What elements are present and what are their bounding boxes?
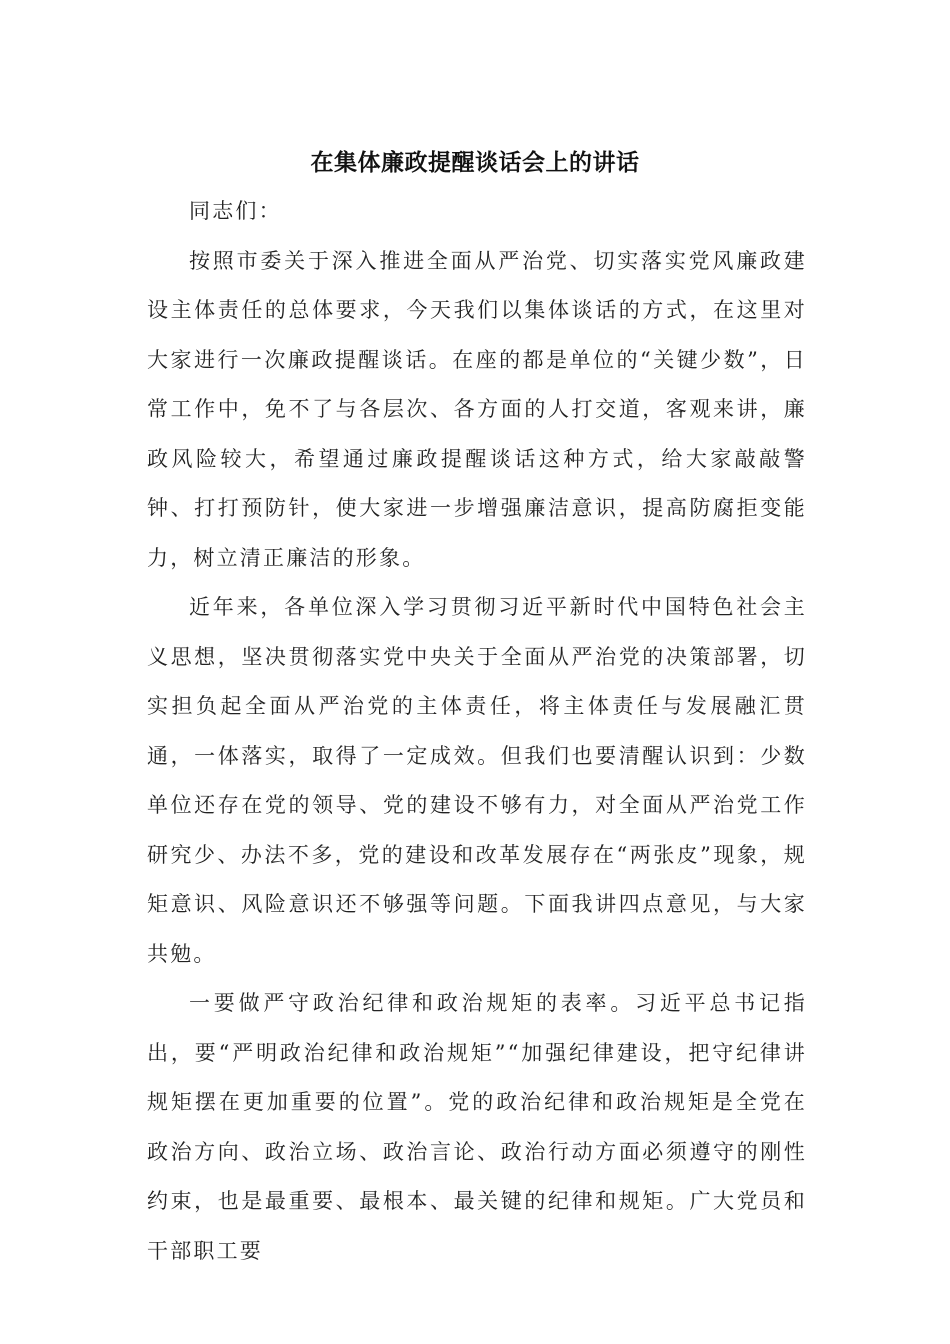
paragraph-2: 近年来，各单位深入学习贯彻习近平新时代中国特色社会主义思想，坚决贯彻落实党中央关于全面从严治党的决策部署，切实担负起全面从严治党的主体责任，将主体责任与发展融汇贯通，一体落实，取得了一定成效。但我们也要清醒认识到：少数单位还存在党的领导、党的建设不够有力，对全面从严治党工作研究少、办法不多，党的建设和改革发展存在“两张皮”现象，规矩意识、风险意识还不够强等问题。下面我讲四点意见，与大家共勉。 (147, 595, 807, 966)
document-title: 在集体廉政提醒谈话会上的讲话 (310, 150, 640, 176)
paragraph-1: 按照市委关于深入推进全面从严治党、切实落实党风廉政建设主体责任的总体要求，今天我们以集体谈话的方式，在这里对大家进行一次廉政提醒谈话。在座的都是单位的“关键少数”，日常工作中，免不了与各层次、各方面的人打交道，客观来讲，廉政风险较大，希望通过廉政提醒谈话这种方式，给大家敲敲警钟、打打预防针，使大家进一步增强廉洁意识，提高防腐拒变能力，树立清正廉洁的形象。 (147, 248, 807, 570)
paragraph-3: 一要做严守政治纪律和政治规矩的表率。习近平总书记指出，要“严明政治纪律和政治规矩”“加强纪律建设，把守纪律讲规矩摆在更加重要的位置”。党的政治纪律和政治规矩是全党在政治方向、政治立场、政治言论、政治行动方面必须遵守的刚性约束，也是最重要、最根本、最关键的纪律和规矩。广大党员和干部职工要 (147, 991, 807, 1263)
document-body (147, 187, 807, 1276)
salutation: 同志们： (189, 199, 282, 223)
